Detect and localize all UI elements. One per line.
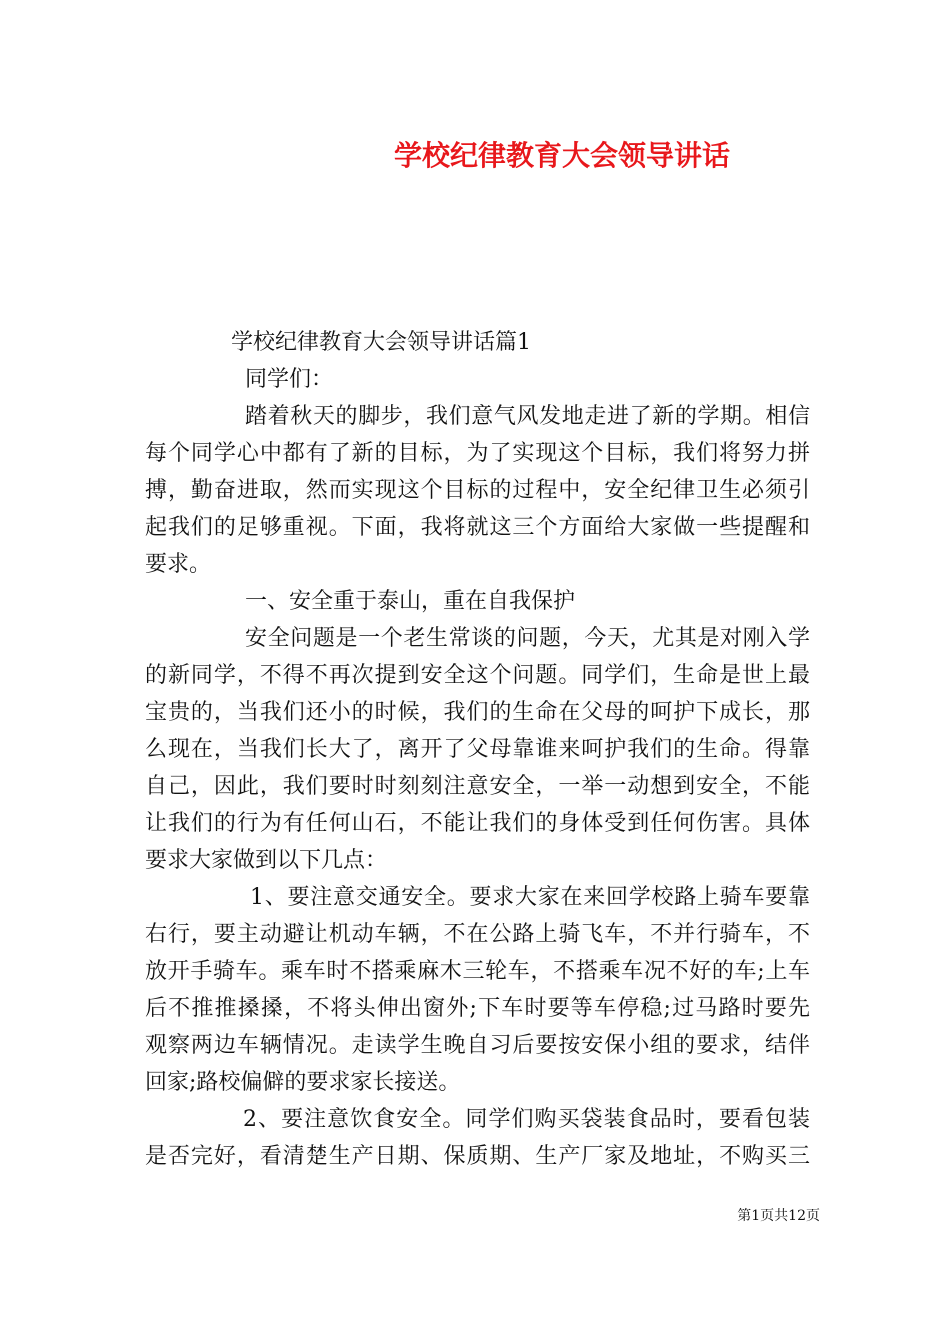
paragraph-line: 回家;路校偏僻的要求家长接送。: [145, 1070, 461, 1095]
paragraph-line: 搏，勤奋进取，然而实现这个目标的过程中，安全纪律卫生必须引: [145, 478, 810, 503]
paragraph-line: 放开手骑车。乘车时不搭乘麻木三轮车，不搭乘车况不好的车;上车: [145, 959, 810, 984]
paragraph-line: 宝贵的，当我们还小的时候，我们的生命在父母的呵护下成长，那: [145, 700, 810, 725]
paragraph-line: 后不推推搡搡，不将头伸出窗外;下车时要等车停稳;过马路时要先: [145, 996, 810, 1021]
paragraph-line: 要求大家做到以下几点：: [145, 848, 388, 873]
section-heading: 一、安全重于泰山，重在自我保护: [245, 589, 576, 614]
paragraph-line: 踏着秋天的脚步，我们意气风发地走进了新的学期。相信: [245, 404, 810, 429]
paragraph-line: 起我们的足够重视。下面，我将就这三个方面给大家做一些提醒和: [145, 515, 810, 540]
greeting-line: 同学们：: [245, 367, 334, 392]
document-title: 学校纪律教育大会领导讲话: [393, 139, 730, 172]
paragraph-line: 的新同学，不得不再次提到安全这个问题。同学们，生命是世上最: [145, 663, 810, 688]
paragraph-line: 是否完好，看清楚生产日期、保质期、生产厂家及地址，不购买三: [145, 1144, 810, 1169]
paragraph-line: 每个同学心中都有了新的目标，为了实现这个目标，我们将努力拼: [145, 441, 810, 466]
paragraph-line: 2、要注意饮食安全。同学们购买袋装食品时，要看包装: [243, 1107, 810, 1132]
paragraph-line: 1、要注意交通安全。要求大家在来回学校路上骑车要靠: [250, 885, 810, 910]
paragraph-line: 安全问题是一个老生常谈的问题，今天，尤其是对刚入学: [245, 626, 810, 651]
paragraph-line: 观察两边车辆情况。走读学生晚自习后要按安保小组的要求，结伴: [145, 1033, 810, 1058]
paragraph-line: 么现在，当我们长大了，离开了父母靠谁来呵护我们的生命。得靠: [145, 737, 810, 762]
paragraph-line: 让我们的行为有任何山石，不能让我们的身体受到任何伤害。具体: [145, 811, 810, 836]
document-body: [145, 324, 810, 1175]
paragraph-line: 要求。: [145, 552, 212, 577]
paragraph-line: 右行，要主动避让机动车辆，不在公路上骑飞车，不并行骑车，不: [145, 922, 810, 947]
section-subtitle: 学校纪律教育大会领导讲话篇1: [231, 330, 531, 355]
page-number: 第1页共12页: [737, 1208, 820, 1224]
paragraph-line: 自己，因此，我们要时时刻刻注意安全，一举一动想到安全，不能: [145, 774, 810, 799]
